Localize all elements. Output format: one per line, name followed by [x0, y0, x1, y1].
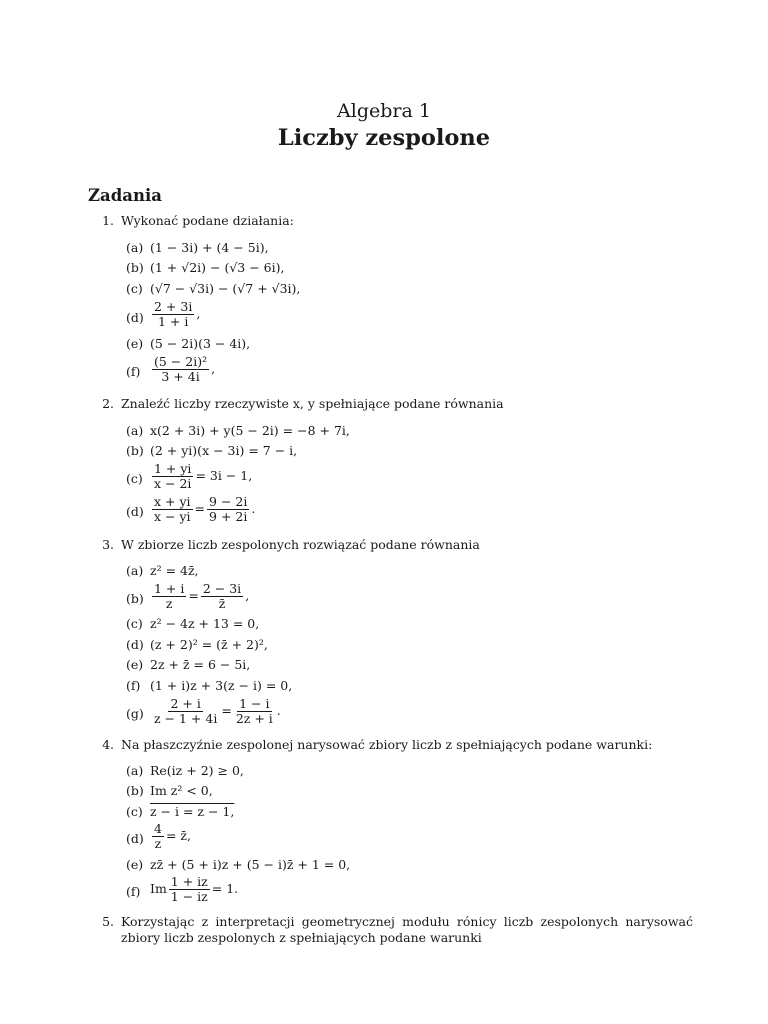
course-subject: Algebra 1 — [337, 100, 431, 122]
subitem-label: (a) — [126, 563, 144, 578]
problem-number: 1. — [102, 213, 114, 228]
math-expression: $\frac{1 + i}{z}$ = $\frac{2 - 3i}{z̄}$ , — [154, 581, 250, 611]
fraction: $\frac{1 - i}{2z + i}$ — [235, 696, 273, 726]
subitem-label: (f) — [126, 884, 141, 899]
fraction: $\frac{\text{(5 − 2i)²}}{3 + 4i}$ — [154, 354, 208, 384]
math-expression: Re(iz + 2) ≥ 0, — [150, 763, 244, 778]
section-heading: Zadania — [88, 186, 162, 205]
math-expression: $\frac{2 + i}{z - 1 + 4i}$ = $\frac{1 - i}{2z + i}$ . — [154, 696, 281, 726]
subitem-label: (d) — [126, 637, 144, 652]
math-expression: Im $\frac{1 + iz}{1 - iz}$ = 1. — [150, 874, 239, 904]
math-expression: (1 + i)z + 3(z − i) = 0, — [150, 678, 293, 693]
fraction: $\frac{1 + yi}{x - 2i}$ — [154, 461, 192, 491]
problem-number: 2. — [102, 396, 114, 411]
fraction: $\frac{4}{z}$ — [154, 821, 162, 851]
subitem-label: (a) — [126, 240, 144, 255]
subitem-label: (d) — [126, 310, 144, 325]
math-expression: (2 + yi)(x − 3i) = 7 − i, — [150, 443, 298, 458]
math-expression: x(2 + 3i) + y(5 − 2i) = −8 + 7i, — [150, 423, 350, 438]
subitem-label: (b) — [126, 260, 144, 275]
math-expression: $\frac{\text{(5 − 2i)²}}{3 + 4i}$ , — [154, 354, 216, 384]
subitem-label: (b) — [126, 443, 144, 458]
subitem-label: (c) — [126, 804, 143, 819]
fraction: $\frac{1 + i}{z}$ — [154, 581, 185, 611]
math-expression: (√7 − √3i) − (√7 + √3i), — [150, 281, 301, 296]
math-expression: $\frac{1 + yi}{x - 2i}$ = 3i − 1, — [154, 461, 253, 491]
problem-text: Na płaszczyźnie zespolonej narysować zbiory liczb z spełniających podane warunki: — [121, 737, 653, 752]
fraction: $\frac{1 + iz}{1 - iz}$ — [170, 874, 208, 904]
math-expression: 2z + z̄ = 6 − 5i, — [150, 657, 251, 672]
fraction: $\frac{2 + i}{z - 1 + 4i}$ — [154, 696, 218, 726]
math-expression: zz̄ + (5 + i)z + (5 − i)z̄ + 1 = 0, — [150, 857, 351, 872]
problem-text: Wykonać podane działania: — [121, 213, 294, 228]
fraction: $\frac{9 - 2i}{9 + 2i}$ — [209, 494, 248, 524]
subitem-label: (b) — [126, 591, 144, 606]
subitem-label: (c) — [126, 471, 143, 486]
subitem-label: (a) — [126, 763, 144, 778]
math-expression: $\frac{4}{z}$ = z̄, — [154, 821, 191, 851]
subitem-label: (b) — [126, 783, 144, 798]
subitem-label: (e) — [126, 336, 144, 351]
subitem-label: (e) — [126, 657, 144, 672]
problem-number: 4. — [102, 737, 114, 752]
math-expression: Im z² < 0, — [150, 783, 213, 798]
subitem-label: (c) — [126, 616, 143, 631]
problem-text: Korzystając z interpretacji geometrycznej modułu rónicy liczb zespolonych narysować zbiory liczb zespolonych z spełniających podane warunki — [121, 914, 693, 945]
math-expression: (5 − 2i)(3 − 4i), — [150, 336, 251, 351]
problem-number: 5. — [102, 914, 114, 929]
subitem-label: (a) — [126, 423, 144, 438]
subitem-label: (d) — [126, 831, 144, 846]
problem-text: W zbiorze liczb zespolonych rozwiązać podane równania — [121, 537, 480, 552]
document-title: Liczby zespolone — [277, 125, 491, 151]
fraction: $\frac{2 + 3i}{1 + i}$ — [154, 299, 193, 329]
fraction: $\frac{x + yi}{x - yi}$ — [154, 494, 191, 524]
math-expression: (1 + √2i) − (√3 − 6i), — [150, 260, 285, 275]
fraction: $\frac{2 - 3i}{z̄}$ — [202, 581, 242, 611]
math-expression: (z + 2)² = (z̄ + 2)², — [150, 637, 268, 652]
math-expression: z − i = z − 1, — [150, 804, 235, 819]
subitem-label: (g) — [126, 706, 144, 721]
math-expression: $\frac{x + yi}{x - yi}$ = $\frac{9 - 2i}{9 + 2i}$ . — [154, 494, 256, 524]
math-expression: z² = 4z̄, — [150, 563, 199, 578]
problem-text: Znaleźć liczby rzeczywiste x, y spełniające podane równania — [121, 396, 504, 411]
math-expression: $\frac{2 + 3i}{1 + i}$ , — [154, 299, 201, 329]
math-expression: z² − 4z + 13 = 0, — [150, 616, 260, 631]
problem-number: 3. — [102, 537, 114, 552]
subitem-label: (f) — [126, 678, 141, 693]
subitem-label: (c) — [126, 281, 143, 296]
math-expression: (1 − 3i) + (4 − 5i), — [150, 240, 269, 255]
subitem-label: (d) — [126, 504, 144, 519]
subitem-label: (f) — [126, 364, 141, 379]
subitem-label: (e) — [126, 857, 144, 872]
